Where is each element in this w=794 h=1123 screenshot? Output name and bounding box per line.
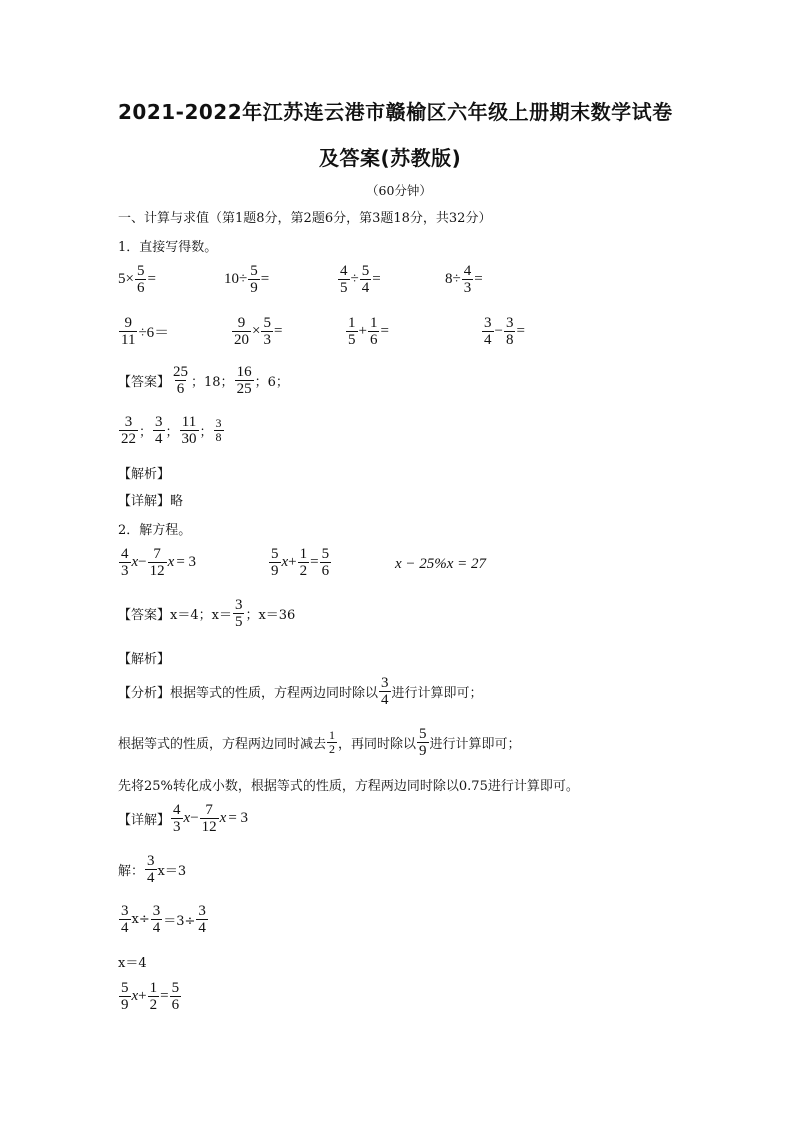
q2-detail-equation: 【详解】 $\frac{4}{3}$ x− $\frac{7}{12}$ x = 3 <box>118 802 249 835</box>
q1-analysis-label: 【解析】 <box>118 467 171 482</box>
q2-equation-2: $\frac{5}{9}$ x+ $\frac{1}{2}$ = $\frac{5}{6}$ <box>271 546 330 579</box>
document-title-line1: 2021-2022年江苏连云港市赣榆区六年级上册期末数学试卷 <box>118 100 673 124</box>
q2-fenxi-line3: 先将25%转化成小数，根据等式的性质，方程两边同时除以0.75进行计算即可。 <box>118 779 579 794</box>
q1-item-2: 10÷ $\frac{5}{9}$ = <box>224 263 270 296</box>
q2-equation-1: $\frac{4}{3}$ x− $\frac{7}{12}$ x = 3 <box>121 546 197 579</box>
q1-item-1: 5× $\frac{5}{6}$ = <box>118 263 156 296</box>
q2-step-1: 解： $\frac{3}{4}$ x＝3 <box>118 853 187 886</box>
q1-answer-row1: 【答案】 $\frac{25}{6}$ ；18； $\frac{16}{25}$ ；6； <box>118 364 289 397</box>
q2-next-equation: $\frac{5}{9}$ x+ $\frac{1}{2}$ = $\frac{5}{6}$ <box>121 980 180 1013</box>
question-2-label: 2．解方程。 <box>118 523 192 538</box>
q1-item-5: $\frac{9}{11}$ ÷6＝ <box>121 315 170 348</box>
q2-fenxi-line2: 根据等式的性质，方程两边同时减去 $\frac{1}{2}$ ，再同时除以 $\frac{5}{9}$ 进行计算即可； <box>118 726 521 759</box>
q2-fenxi-line1: 【分析】根据等式的性质，方程两边同时除以 $\frac{3}{4}$ 进行计算即可； <box>118 675 483 708</box>
q1-item-6: $\frac{9}{20}$ × $\frac{5}{3}$ = <box>234 315 283 348</box>
q1-item-3: $\frac{4}{5}$ ÷ $\frac{5}{4}$ = <box>340 263 381 296</box>
question-1-label: 1．直接写得数。 <box>118 240 218 255</box>
q2-step-3: x＝4 <box>118 956 147 971</box>
section-heading: 一、计算与求值（第1题8分，第2题6分，第3题18分，共32分） <box>118 211 492 226</box>
q2-analysis-label: 【解析】 <box>118 652 171 667</box>
document-title-line2: 及答案(苏教版) <box>319 146 462 170</box>
q2-step-2: $\frac{3}{4}$ x÷ $\frac{3}{4}$ ＝3÷ $\frac{3}{4}$ <box>121 903 206 936</box>
q1-answer-row2: $\frac{3}{22}$ ； $\frac{3}{4}$ ； $\frac{11}{30}$ ； $\frac{3}{8}$ <box>121 414 222 447</box>
q1-item-4: 8÷ $\frac{4}{3}$ = <box>445 263 483 296</box>
exam-duration: （60分钟） <box>366 183 432 198</box>
q1-item-8: $\frac{3}{4}$ − $\frac{3}{8}$ = <box>484 315 525 348</box>
q2-answer: 【答案】x＝4；x＝ $\frac{3}{5}$ ；x＝36 <box>118 597 296 630</box>
q1-detail: 【详解】略 <box>118 494 184 509</box>
q2-equation-3: x − 25%x = 27 <box>395 556 487 572</box>
q1-item-7: $\frac{1}{5}$ + $\frac{1}{6}$ = <box>348 315 389 348</box>
